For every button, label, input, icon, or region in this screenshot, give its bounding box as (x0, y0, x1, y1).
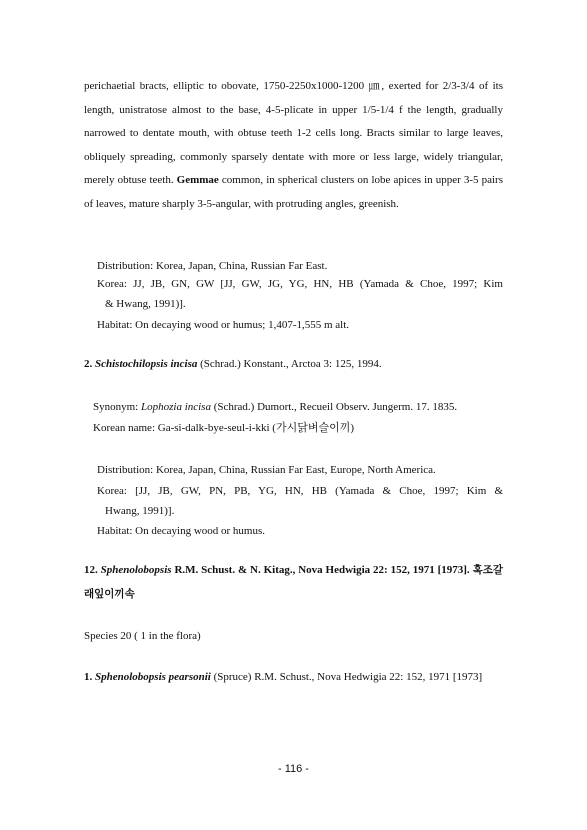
synonym-label: Synonym: (93, 401, 141, 413)
species-name-2: Sphenolobopsis pearsonii (95, 671, 211, 683)
habitat-line: Habitat: On decaying wood or humus; 1,407-1,555 m alt. (97, 319, 350, 331)
gemmae-term: Gemmae (176, 174, 219, 186)
species-number-2: 1. (84, 671, 95, 683)
species-heading (84, 357, 382, 371)
korea-localities-cont: & Hwang, 1991)]. (105, 298, 186, 310)
genus-heading (84, 558, 503, 606)
species-name: Schistochilopsis incisa (95, 358, 198, 370)
genus-number: 12. (84, 564, 101, 576)
genus-authority: R.M. Schust. & N. Kitag., Nova Hedwigia 22: 152, 1971 [1973]. (171, 564, 473, 576)
synonym-authority: (Schrad.) Dumort., Recueil Observ. Jungerm. 17. 1835. (210, 401, 458, 413)
species-heading-2 (84, 665, 503, 689)
synonym-line (93, 400, 457, 414)
distribution-line: Distribution: Korea, Japan, China, Russian Far East. (97, 260, 328, 272)
description-paragraph (84, 75, 503, 216)
species-authority-2: (Spruce) R.M. Schust., Nova Hedwigia 22: 152, 1971 [1973] (210, 671, 483, 683)
korean-name-line: Korean name: Ga-si-dalk-bye-seul-i-kki (가시닭벼슬이끼) (93, 422, 355, 434)
distribution-line-2: Distribution: Korea, Japan, China, Russian Far East, Europe, North America. (97, 464, 436, 476)
synonym-name: Lophozia incisa (140, 401, 211, 413)
description-text-2: common, in spherical clusters on lobe apices in upper 3-5 pairs of leaves, mature sharply 3-5-angular, with protruding angles, greenish. (84, 174, 503, 210)
habitat-line-2: Habitat: On decaying wood or humus. (97, 525, 266, 537)
genus-korean-name: 혹조갈래잎이끼속 (84, 564, 504, 600)
page-number: - 116 - (278, 763, 309, 775)
korea-localities-cont-2: Hwang, 1991)]. (105, 505, 175, 517)
species-number: 2. (84, 358, 93, 370)
korea-localities-line-2: Korea: [JJ, JB, GW, PN, PB, YG, HN, HB (Yamada & Choe, 1997; Kim & (97, 485, 503, 497)
description-text-1: perichaetial bracts, elliptic to obovate, 1750-2250x1000-1200 ㎛, exerted for 2/3-3/4 of its length, unistratose almost to the base, 4-5-plicate in upper 1/5-1/4 f the length, gradually narrowed to dentate mouth, with obtuse teeth 1-2 cells long. Bracts similar to large leaves, obliquely spreading, commonly sparsely dentate with more or less large, widely triangular, merely obtuse teeth. (84, 80, 503, 186)
species-authority: (Schrad.) Konstant., Arctoa 3: 125, 1994. (197, 358, 382, 370)
korea-localities-line: Korea: JJ, JB, GN, GW [JJ, GW, JG, YG, HN, HB (Yamada & Choe, 1997; Kim (97, 278, 503, 290)
genus-name: Sphenolobopsis (100, 564, 172, 576)
species-count: Species 20 ( 1 in the flora) (84, 630, 201, 642)
